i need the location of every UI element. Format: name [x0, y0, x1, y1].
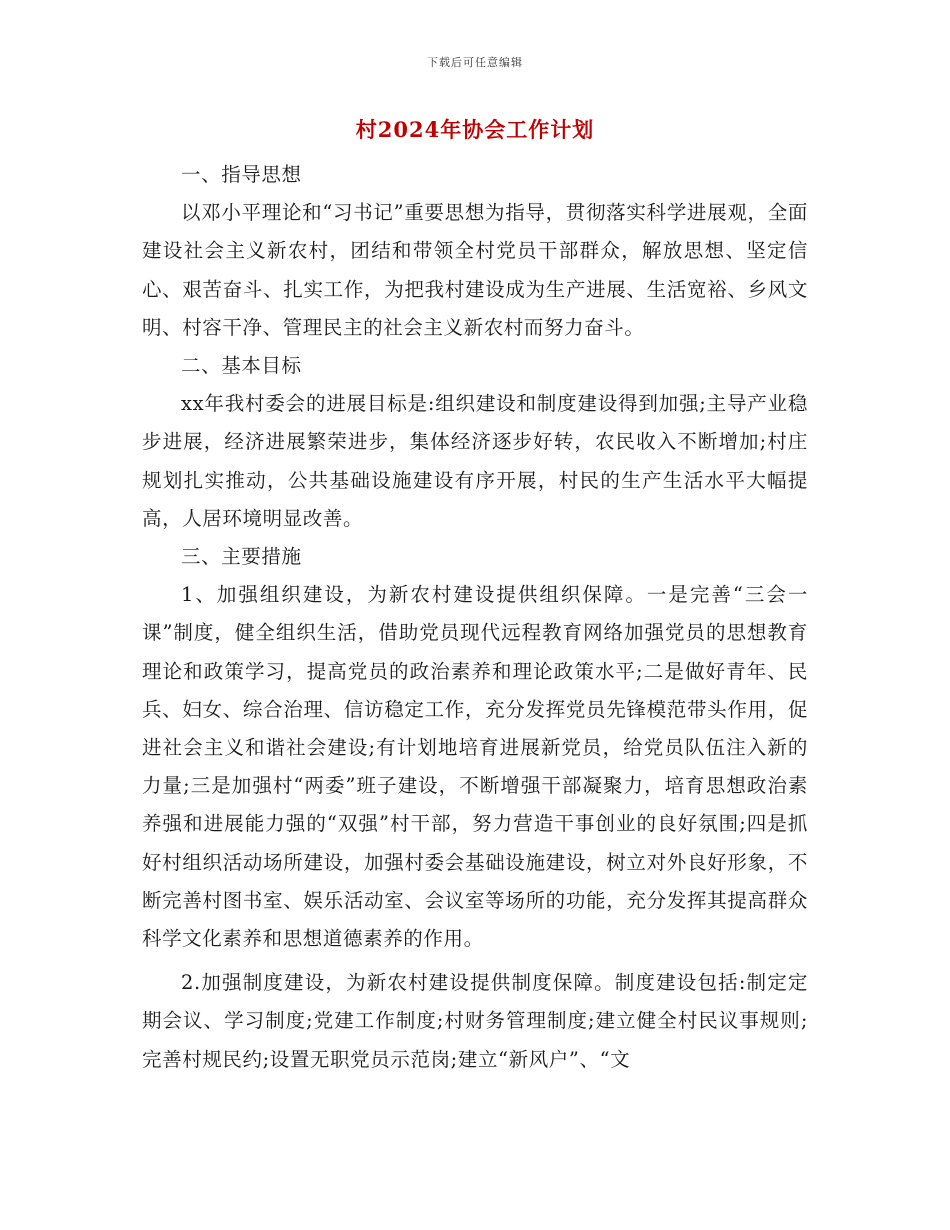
document-body: [142, 156, 808, 1079]
section-heading-basic-goals: 二、基本目标: [181, 354, 302, 378]
paragraph-organization-building: 1、加强组织建设，为新农村建设提供组织保障。一是完善“三会一课”制度，健全组织生活，借助党员现代远程教育网络加强党员的思想教育理论和政策学习，提高党员的政治素养和理论政策水平;二是做好青年、民兵、妇女、综合治理、信访稳定工作，充分发挥党员先锋模范带头作用，促进社会主义和谐社会建设;有计划地培育进展新党员，给党员队伍注入新的力量;三是加强村“两委”班子建设，不断增强干部凝聚力，培育思想政治素养强和进展能力强的“双强”村干部，努力营造干事创业的良好氛围;四是抓好村组织活动场所建设，加强村委会基础设施建设，树立对外良好形象，不断完善村图书室、娱乐活动室、会议室等场所的功能，充分发挥其提高群众科学文化素养和思想道德素养的作用。: [142, 583, 808, 951]
section-heading-guiding-ideology: 一、指导思想: [181, 163, 302, 186]
header-note: 下载后可任意编辑: [427, 56, 523, 69]
paragraph-guiding-ideology: 以邓小平理论和“习书记”重要思想为指导，贯彻落实科学进展观，全面建设社会主义新农村，团结和带领全村党员干部群众，解放思想、坚定信心、艰苦奋斗、扎实工作，为把我村建设成为生产进展、生活宽裕、乡风文明、村容干净、管理民主的社会主义新农村而努力奋斗。: [142, 201, 808, 339]
paragraph-basic-goals: xx年我村委会的进展目标是:组织建设和制度建设得到加强;主导产业稳步进展，经济进展繁荣进步，集体经济逐步好转，农民收入不断增加;村庄规划扎实推动，公共基础设施建设有序开展，村民的生产生活水平大幅提高，人居环境明显改善。: [142, 392, 808, 530]
section-heading-main-measures: 三、主要措施: [181, 545, 302, 569]
paragraph-system-building: 2.加强制度建设，为新农村建设提供制度保障。制度建设包括:制定定期会议、学习制度;党建工作制度;村财务管理制度;建立健全村民议事规则;完善村规民约;设置无职党员示范岗;建立“新风户”、“文: [142, 971, 808, 1071]
document-title: 村2024年协会工作计划: [355, 117, 595, 142]
